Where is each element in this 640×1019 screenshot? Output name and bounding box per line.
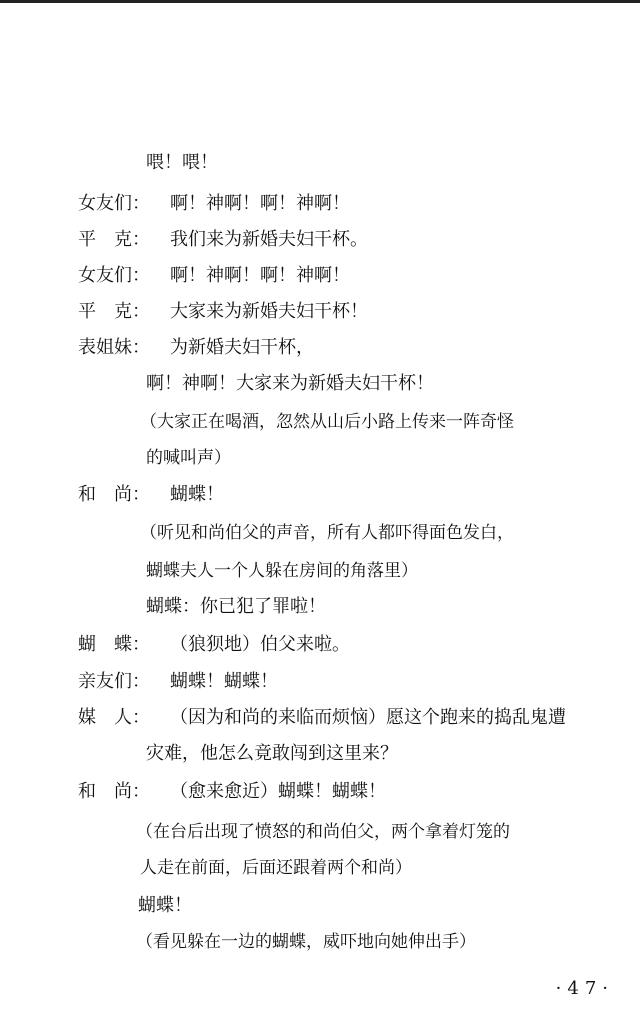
- dialogue-text: 灾难，他怎么竟敢闯到这里来？: [146, 743, 398, 764]
- speaker-label: 平 克：: [78, 229, 150, 250]
- top-rule: [0, 0, 640, 3]
- dialogue-line: [146, 152, 218, 174]
- speaker-label: 和 尚：: [78, 781, 150, 802]
- stage-direction: [146, 560, 418, 582]
- stage-direction-text: 人走在前面，后面还跟着两个和尚）: [140, 858, 412, 878]
- speaker-label: 表姐妹：: [78, 337, 150, 358]
- stage-direction-text: （听见和尚伯父的声音，所有人都吓得面色发白，: [140, 523, 514, 543]
- dialogue-line: [78, 707, 566, 729]
- speaker-label: 女友们：: [78, 265, 150, 286]
- dialogue-line: [146, 373, 434, 395]
- stage-direction-text: （大家正在喝酒，忽然从山后小路上传来一阵奇怪: [140, 412, 514, 432]
- speaker-label: 和 尚：: [78, 484, 150, 505]
- dialogue-text: 我们来为新婚夫妇干杯。: [170, 229, 368, 250]
- dialogue-line: [78, 781, 386, 803]
- speaker-label: 媒 人：: [78, 707, 150, 728]
- dialogue-line: [78, 337, 314, 359]
- dialogue-text: （愈来愈近）蝴蝶！蝴蝶！: [170, 781, 386, 802]
- stage-direction: [140, 522, 514, 544]
- dialogue-line: [78, 229, 368, 251]
- dialogue-text: 为新婚夫妇干杯，: [170, 337, 314, 358]
- dialogue-line: [78, 193, 350, 215]
- dialogue-text: （狼狈地）伯父来啦。: [170, 634, 350, 655]
- speaker-label: 蝴 蝶：: [78, 634, 150, 655]
- dialogue-line: [146, 596, 326, 618]
- dialogue-line: [78, 484, 224, 506]
- dialogue-line: [78, 301, 368, 323]
- stage-direction-text: 的喊叫声）: [146, 448, 231, 468]
- dialogue-text: 大家来为新婚夫妇干杯！: [170, 301, 368, 322]
- stage-direction: [140, 411, 514, 433]
- dialogue-text: 蝴蝶：你已犯了罪啦！: [146, 596, 326, 617]
- dialogue-text: 啊！神啊！啊！神啊！: [170, 265, 350, 286]
- page-number: ·47·: [555, 978, 614, 999]
- stage-direction: [136, 821, 510, 843]
- speaker-label: 平 克：: [78, 301, 150, 322]
- speaker-label: 女友们：: [78, 193, 150, 214]
- speaker-label: 亲友们：: [78, 671, 150, 692]
- dialogue-text: （因为和尚的来临而烦恼）愿这个跑来的捣乱鬼遭: [170, 707, 566, 728]
- dialogue-line: [78, 265, 350, 287]
- dialogue-text: 喂！喂！: [146, 152, 218, 173]
- stage-direction-text: （看见躲在一边的蝴蝶，威吓地向她伸出手）: [136, 932, 476, 952]
- stage-direction-text: 蝴蝶夫人一个人躲在房间的角落里）: [146, 561, 418, 581]
- dialogue-line: [78, 634, 350, 656]
- dialogue-text: 啊！神啊！啊！神啊！: [170, 193, 350, 214]
- dialogue-text: 蝴蝶！蝴蝶！: [170, 671, 278, 692]
- dialogue-line: [78, 671, 278, 693]
- dialogue-text: 蝴蝶！: [170, 484, 224, 505]
- dialogue-line: [146, 743, 398, 765]
- stage-direction: [146, 447, 231, 469]
- dialogue-text: 蝴蝶！: [138, 895, 192, 916]
- dialogue-text: 啊！神啊！大家来为新婚夫妇干杯！: [146, 373, 434, 394]
- stage-direction-text: （在台后出现了愤怒的和尚伯父，两个拿着灯笼的: [136, 822, 510, 842]
- stage-direction: [140, 857, 412, 879]
- dialogue-line: [138, 895, 192, 917]
- stage-direction: [136, 931, 476, 953]
